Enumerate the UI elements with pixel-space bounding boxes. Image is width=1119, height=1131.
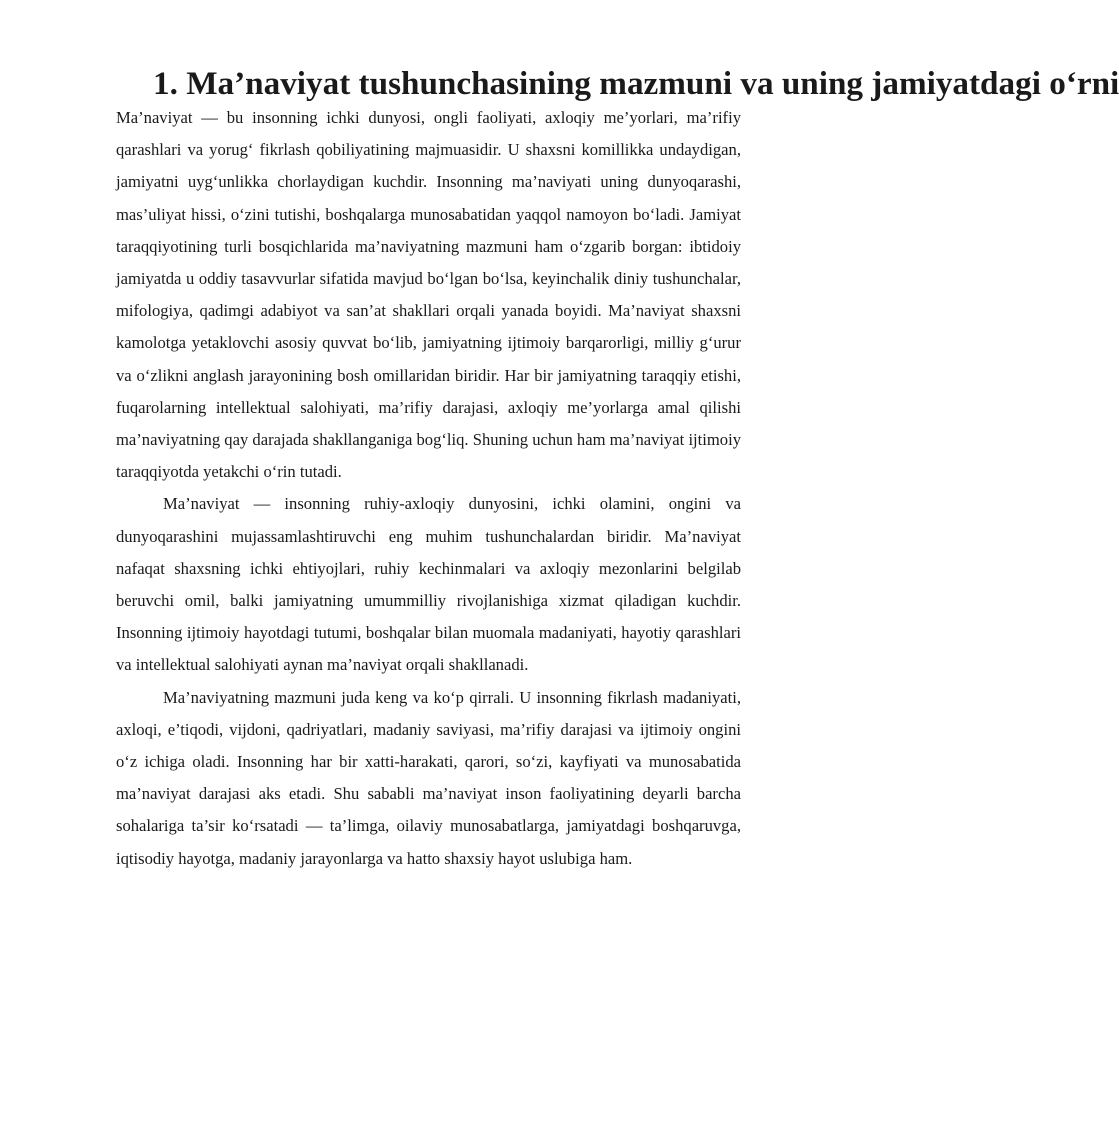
document-page	[116, 65, 1119, 875]
paragraph-1: Ma’naviyat — bu insonning ichki dunyosi, ongli faoliyati, axloqiy me’yorlari, ma’rifiy qarashlari va yorug‘ fikrlash qobiliyatining majmuasidir. U shaxsni komillikka undaydigan, jamiyatni uyg‘unlikka chorlaydigan kuchdir. Insonning ma’naviyati uning dunyoqarashi, mas’uliyat hissi, o‘zini tutishi, boshqalarga munosabatidan yaqqol namoyon bo‘ladi. Jamiyat taraqqiyotining turli bosqichlarida ma’naviyatning mazmuni ham o‘zgarib borgan: ibtidoiy jamiyatda u oddiy tasavvurlar sifatida mavjud bo‘lgan bo‘lsa, keyinchalik diniy tushunchalar, mifologiya, qadimgi adabiyot va san’at shakllari orqali yanada boyidi. Ma’naviyat shaxsni kamolotga yetaklovchi asosiy quvvat bo‘lib, jamiyatning ijtimoiy barqarorligi, milliy g‘urur va o‘zlikni anglash jarayonining bosh omillaridan biridir. Har bir jamiyatning taraqqiy etishi, fuqarolarning intellektual salohiyati, ma’rifiy darajasi, axloqiy me’yorlarga amal qilishi ma’naviyatning qay darajada shakllanganiga bog‘liq. Shuning uchun ham ma’naviyat ijtimoiy taraqqiyotda yetakchi o‘rin tutadi.	[116, 108, 741, 482]
paragraph-2: Ma’naviyat — insonning ruhiy-axloqiy dunyosini, ichki olamini, ongini va dunyoqarashini mujassamlashtiruvchi eng muhim tushunchalardan biridir. Ma’naviyat nafaqat shaxsning ichki ehtiyojlari, ruhiy kechinmalari va axloqiy mezonlarini belgilab beruvchi omil, balki jamiyatning umummilliy rivojlanishiga xizmat qiladigan kuchdir. Insonning ijtimoiy hayotdagi tutumi, boshqalar bilan muomala madaniyati, hayotiy qarashlari va intellektual salohiyati aynan ma’naviyat orqali shakllanadi.	[116, 494, 741, 675]
paragraph-3: Ma’naviyatning mazmuni juda keng va ko‘p qirrali. U insonning fikrlash madaniyati, axloqi, e’tiqodi, vijdoni, qadriyatlari, madaniy saviyasi, ma’rifiy darajasi va ijtimoiy ongini o‘z ichiga oladi. Insonning har bir xatti-harakati, qarori, so‘zi, kayfiyati va munosabatida ma’naviyat darajasi aks etadi. Shu sababli ma’naviyat inson faoliyatining deyarli barcha sohalariga ta’sir ko‘rsatadi — ta’limga, oilaviy munosabatlarga, jamiyatdagi boshqaruvga, iqtisodiy hayotga, madaniy jarayonlarga va hatto shaxsiy hayot uslubiga ham.	[116, 687, 741, 868]
section-heading: 1. Ma’naviyat tushunchasining mazmuni va uning jamiyatdagi o‘rni	[153, 65, 1119, 102]
